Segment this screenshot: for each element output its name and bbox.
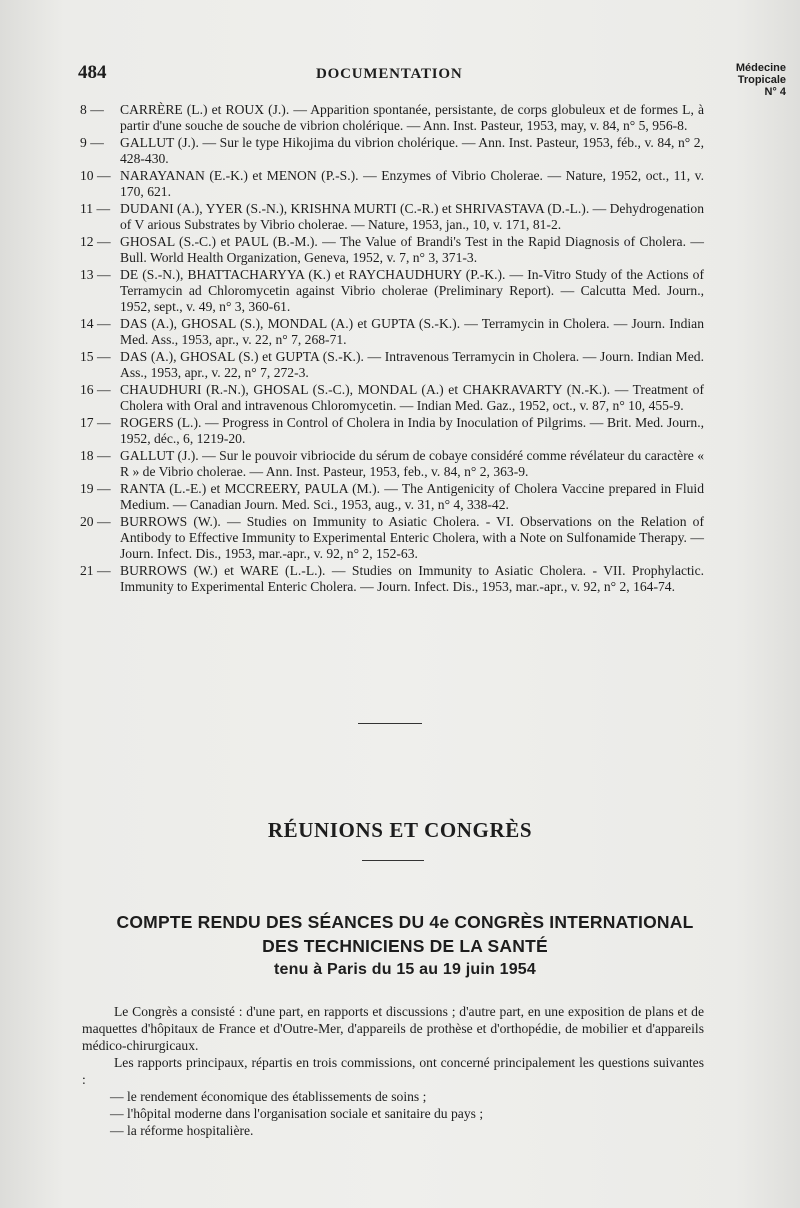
reference-item (80, 201, 704, 233)
reference-text: DAS (A.), GHOSAL (S.), MONDAL (A.) et GUPTA (S.-K.). — Terramycin in Cholera. — Journ. Indian Med. Ass., 1953, apr., v. 22, n° 7, 268-71. (120, 316, 704, 347)
journal-tag (714, 62, 786, 98)
reference-text: GALLUT (J.). — Sur le pouvoir vibriocide du sérum de cobaye considéré comme révélateur du caractère « R » de Vibrio cholerae. — Ann. Inst. Pasteur, 1953, feb., v. 84, n° 2, 363-9. (120, 448, 704, 479)
section-divider (358, 723, 422, 724)
reference-item (80, 316, 704, 348)
reference-text: BURROWS (W.) et WARE (L.-L.). — Studies on Immunity to Asiatic Cholera. - VII. Prophylactic. Immunity to Experimental Enteric Cholera. — Journ. Infect. Dis., 1953, mar.-apr., v. 92, n° 2, 164-74. (120, 563, 704, 594)
section-title-underline (362, 860, 424, 861)
reference-text: GALLUT (J.). — Sur le type Hikojima du vibrion cholérique. — Ann. Inst. Pasteur, 1953, féb., v. 84, n° 2, 428-430. (120, 135, 704, 166)
reference-item (80, 135, 704, 167)
reference-item (80, 481, 704, 513)
reference-item (80, 448, 704, 480)
reference-item (80, 234, 704, 266)
report-body (82, 1003, 704, 1139)
journal-tag-line: Médecine (735, 62, 786, 74)
report-title-line: COMPTE RENDU DES SÉANCES DU 4e CONGRÈS INTERNATIONAL (116, 912, 694, 932)
reference-item (80, 514, 704, 562)
reference-number: 14 — (80, 316, 111, 331)
reference-number: 16 — (80, 382, 111, 397)
reference-text: CHAUDHURI (R.-N.), GHOSAL (S.-C.), MONDAL (A.) et CHAKRAVARTY (N.-K.). — Treatment of Cholera with Oral and intravenous Chloromycetin. — Indian Med. Gaz., 1952, oct., v. 87, n° 10, 455-9. (120, 382, 704, 413)
reference-text: BURROWS (W.). — Studies on Immunity to Asiatic Cholera. - VI. Observations on the Relation of Antibody to Effective Immunity to Experimental Enteric Cholera, with a Note on Sulfonamide Therapy. — Journ. Infect. Dis., 1953, mar.-apr., v. 92, n° 2, 152-63. (120, 514, 704, 561)
journal-tag-line: Tropicale (737, 74, 786, 86)
section-title: RÉUNIONS ET CONGRÈS (267, 818, 533, 842)
reference-text: DUDANI (A.), YYER (S.-N.), KRISHNA MURTI (C.-R.) et SHRIVASTAVA (D.-L.). — Dehydrogenation of V arious Substrates by Vibrio cholerae. — Nature, 1953, jan., 10, v. 171, 81-2. (120, 201, 704, 232)
body-paragraph: Les rapports principaux, répartis en trois commissions, ont concerné principalement les questions suivantes : (82, 1055, 704, 1087)
reference-item (80, 102, 704, 134)
reference-list (80, 102, 704, 596)
reference-number: 11 — (80, 201, 111, 216)
report-title-dates: tenu à Paris du 15 au 19 juin 1954 (273, 961, 537, 978)
reference-number: 19 — (80, 481, 111, 496)
reference-number: 10 — (80, 168, 111, 183)
reference-number: 18 — (80, 448, 111, 463)
page-number: 484 (78, 62, 107, 83)
reference-text: NARAYANAN (E.-K.) et MENON (P.-S.). — Enzymes of Vibrio Cholerae. — Nature, 1952, oct., 11, v. 170, 621. (120, 168, 704, 199)
reference-number: 12 — (80, 234, 111, 249)
reference-number: 8 — (80, 102, 104, 117)
reference-item (80, 267, 704, 315)
reference-number: 13 — (80, 267, 111, 282)
reference-text: CARRÈRE (L.) et ROUX (J.). — Apparition spontanée, persistante, de corps globuleux et de formes L, à partir d'une souche de souche de vibrion cholérique. — Ann. Inst. Pasteur, 1953, may, v. 84, n° 5, 956-8. (120, 102, 704, 133)
reference-number: 21 — (80, 563, 111, 578)
reference-item (80, 168, 704, 200)
reference-text: DE (S.-N.), BHATTACHARYYA (K.) et RAYCHAUDHURY (P.-K.). — In-Vitro Study of the Actions of Terramycin ad Chloromycetin against Vibrio cholerae (Preliminary Report). — Calcutta Med. Journ., 1952, sept., v. 49, n° 3, 360-61. (120, 267, 704, 314)
reference-item (80, 563, 704, 595)
reference-item (80, 415, 704, 447)
reference-number: 17 — (80, 415, 111, 430)
reference-text: DAS (A.), GHOSAL (S.) et GUPTA (S.-K.). — Intravenous Terramycin in Cholera. — Journ. Indian Med. Ass., 1953, apr., v. 22, n° 7, 272-3. (120, 349, 704, 380)
reference-text: GHOSAL (S.-C.) et PAUL (B.-M.). — The Value of Brandi's Test in the Rapid Diagnosis of Cholera. — Bull. World Health Organization, Geneva, 1952, v. 7, n° 3, 371-3. (120, 234, 704, 265)
page-header (78, 62, 788, 102)
reference-text: RANTA (L.-E.) et MCCREERY, PAULA (M.). — The Antigenicity of Cholera Vaccine prepared in Fluid Medium. — Canadian Journ. Med. Sci., 1953, aug., v. 31, n° 4, 338-42. (120, 481, 704, 512)
report-title-line: DES TECHNICIENS DE LA SANTÉ (262, 936, 548, 956)
journal-tag-line: N° 4 (764, 86, 786, 98)
list-item: — l'hôpital moderne dans l'organisation sociale et sanitaire du pays ; (110, 1106, 484, 1121)
reference-item (80, 349, 704, 381)
list-item: — la réforme hospitalière. (110, 1123, 254, 1138)
running-head: DOCUMENTATION (316, 66, 463, 82)
reference-number: 20 — (80, 514, 111, 529)
report-title (60, 910, 750, 982)
reference-text: ROGERS (L.). — Progress in Control of Cholera in India by Inoculation of Pilgrims. — Brit. Med. Journ., 1952, déc., 6, 1219-20. (120, 415, 704, 446)
body-paragraph: Le Congrès a consisté : d'une part, en rapports et discussions ; d'autre part, en une exposition de plans et de maquettes d'hôpitaux de France et d'Outre-Mer, d'appareils de prothèse et d'orthopédie, de mobilier et d'appareils médico-chirurgicaux. (82, 1004, 704, 1053)
reference-number: 15 — (80, 349, 111, 364)
list-item: — le rendement économique des établissements de soins ; (110, 1089, 427, 1104)
reference-number: 9 — (80, 135, 104, 150)
reference-item (80, 382, 704, 414)
